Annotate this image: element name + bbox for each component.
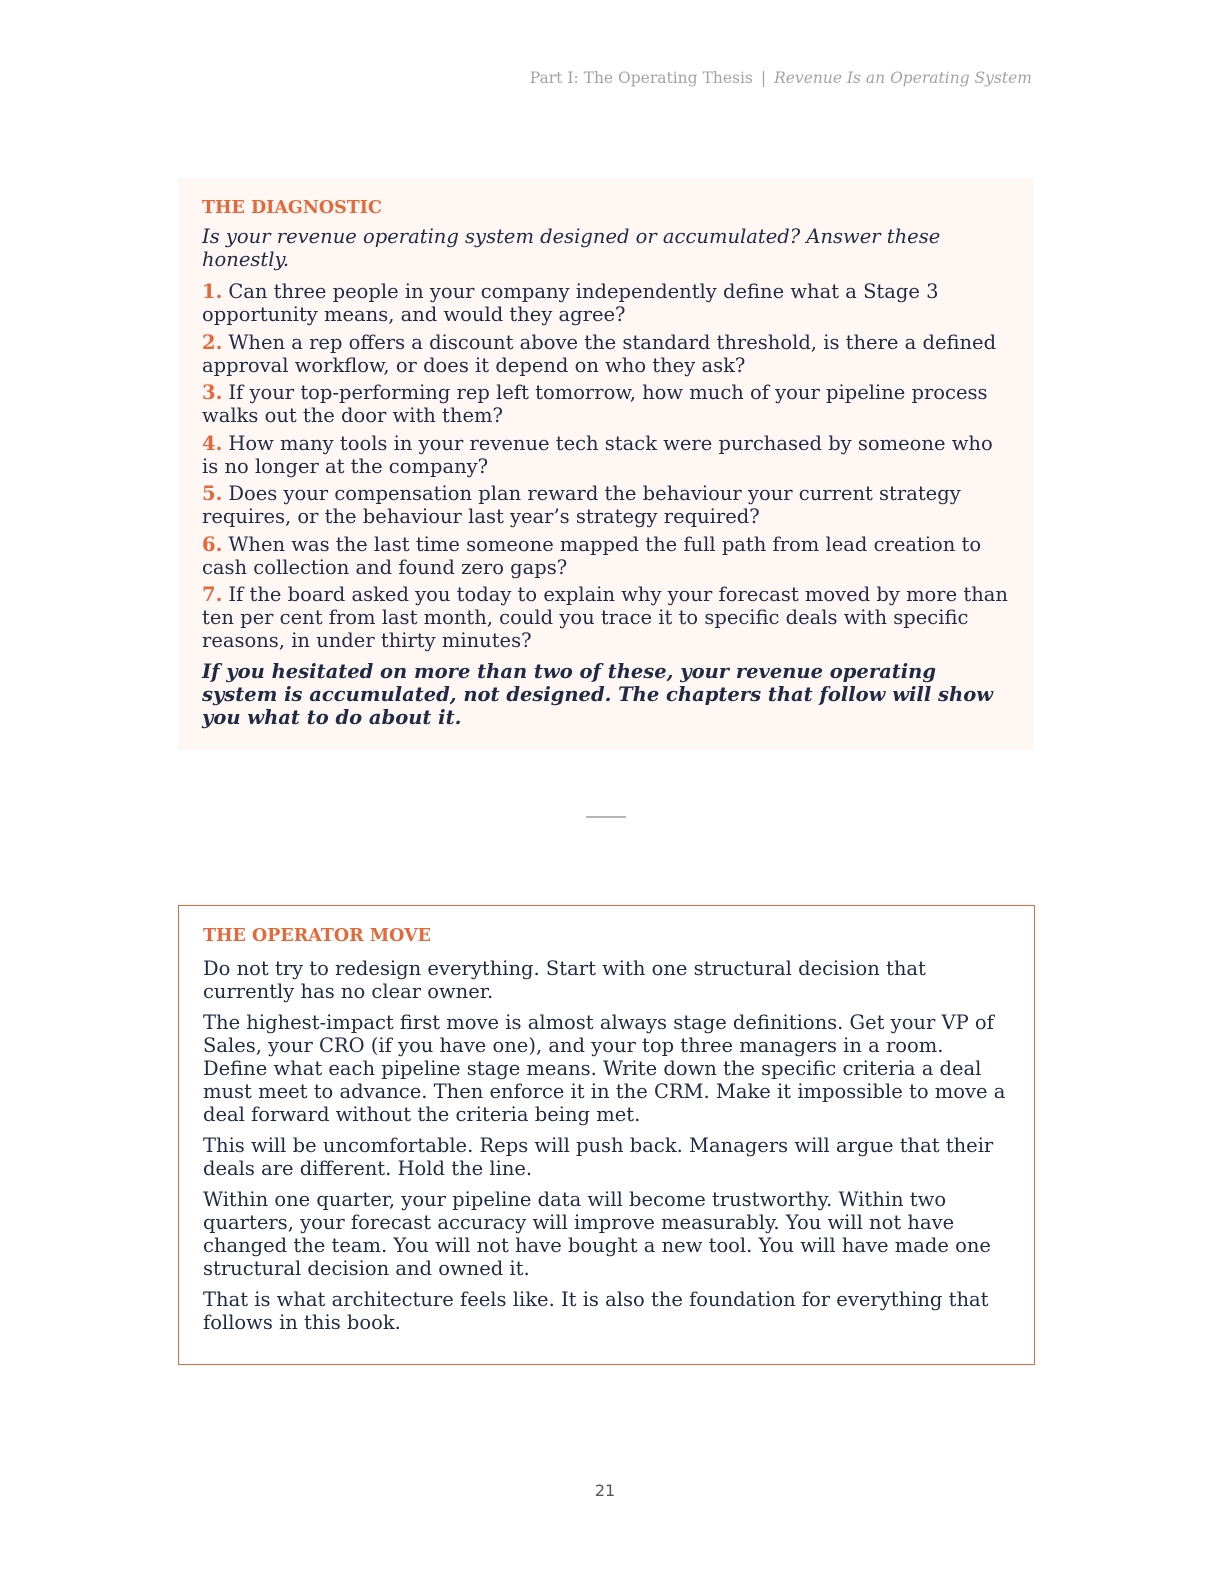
diagnostic-label: THE DIAGNOSTIC (202, 198, 382, 218)
question-item (202, 381, 1010, 427)
operator-paragraph: This will be uncomfortable. Reps will push back. Managers will argue that their deals are different. Hold the line. (203, 1134, 994, 1180)
question-text: When a rep offers a discount above the standard threshold, is there a defined approval workflow, or does it depend on who they ask? (202, 330, 997, 377)
diagnostic-box (178, 178, 1034, 750)
question-text: When was the last time someone mapped the full path from lead creation to cash collection and found zero gaps? (202, 532, 982, 579)
question-text: Can three people in your company independently define what a Stage 3 opportunity means, and would they agree? (202, 280, 939, 326)
question-item (202, 280, 1010, 326)
question-number: 3. (202, 381, 223, 404)
question-number: 7. (202, 583, 223, 606)
operator-move-box (178, 905, 1035, 1365)
question-number: 6. (202, 532, 223, 556)
question-list (202, 280, 1010, 652)
section-divider (586, 816, 626, 818)
question-text: If your top-performing rep left tomorrow, how much of your pipeline process walks out the door with them? (202, 381, 988, 427)
question-number: 1. (202, 280, 223, 303)
question-item (202, 533, 1010, 579)
question-text: If the board asked you today to explain why your forecast moved by more than ten per cent from last month, could you trace it to specific deals with specific reasons, in under thirty minutes? (202, 583, 1008, 652)
question-item (202, 331, 1010, 377)
question-text: How many tools in your revenue tech stack were purchased by someone who is no longer at the company? (202, 431, 993, 478)
operator-move-body (203, 957, 1010, 1334)
question-item (202, 583, 1010, 652)
operator-move-label: THE OPERATOR MOVE (203, 926, 432, 946)
page-number: 21 (594, 1481, 616, 1500)
header-separator: | (760, 69, 767, 87)
question-number: 4. (202, 431, 223, 455)
operator-paragraph: The highest-impact first move is almost always stage definitions. Get your VP of Sales, your CRO (if you have one), and your top three managers in a room. Define what each pipeline stage means. Write down the specific criteria a deal must meet to advance. Then enforce it in the CRM. Make it impossible to move a deal forward without the criteria being met. (203, 1011, 1006, 1126)
question-number: 2. (202, 330, 223, 354)
diagnostic-intro: Is your revenue operating system designed or accumulated? Answer these honestly. (202, 225, 941, 271)
operator-paragraph: Do not try to redesign everything. Start with one structural decision that currently has no clear owner. (203, 957, 926, 1003)
diagnostic-closing: If you hesitated on more than two of these, your revenue operating system is accumulated, not designed. The chapters that follow will show you what to do about it. (202, 660, 993, 729)
operator-paragraph: That is what architecture feels like. It is also the foundation for everything that follows in this book. (203, 1288, 989, 1334)
question-text: Does your compensation plan reward the behaviour your current strategy requires, or the behaviour last year’s strategy required? (202, 482, 961, 528)
running-head (530, 69, 1032, 87)
part-label: Part I: The Operating Thesis (529, 69, 753, 87)
chapter-title: Revenue Is an Operating System (774, 69, 1032, 87)
operator-paragraph: Within one quarter, your pipeline data will become trustworthy. Within two quarters, your forecast accuracy will improve measurably. You will not have changed the team. You will not have bought a new tool. You will have made one structural decision and owned it. (203, 1188, 991, 1280)
question-item (202, 432, 1010, 478)
question-number: 5. (202, 482, 223, 505)
question-item (202, 482, 1010, 528)
